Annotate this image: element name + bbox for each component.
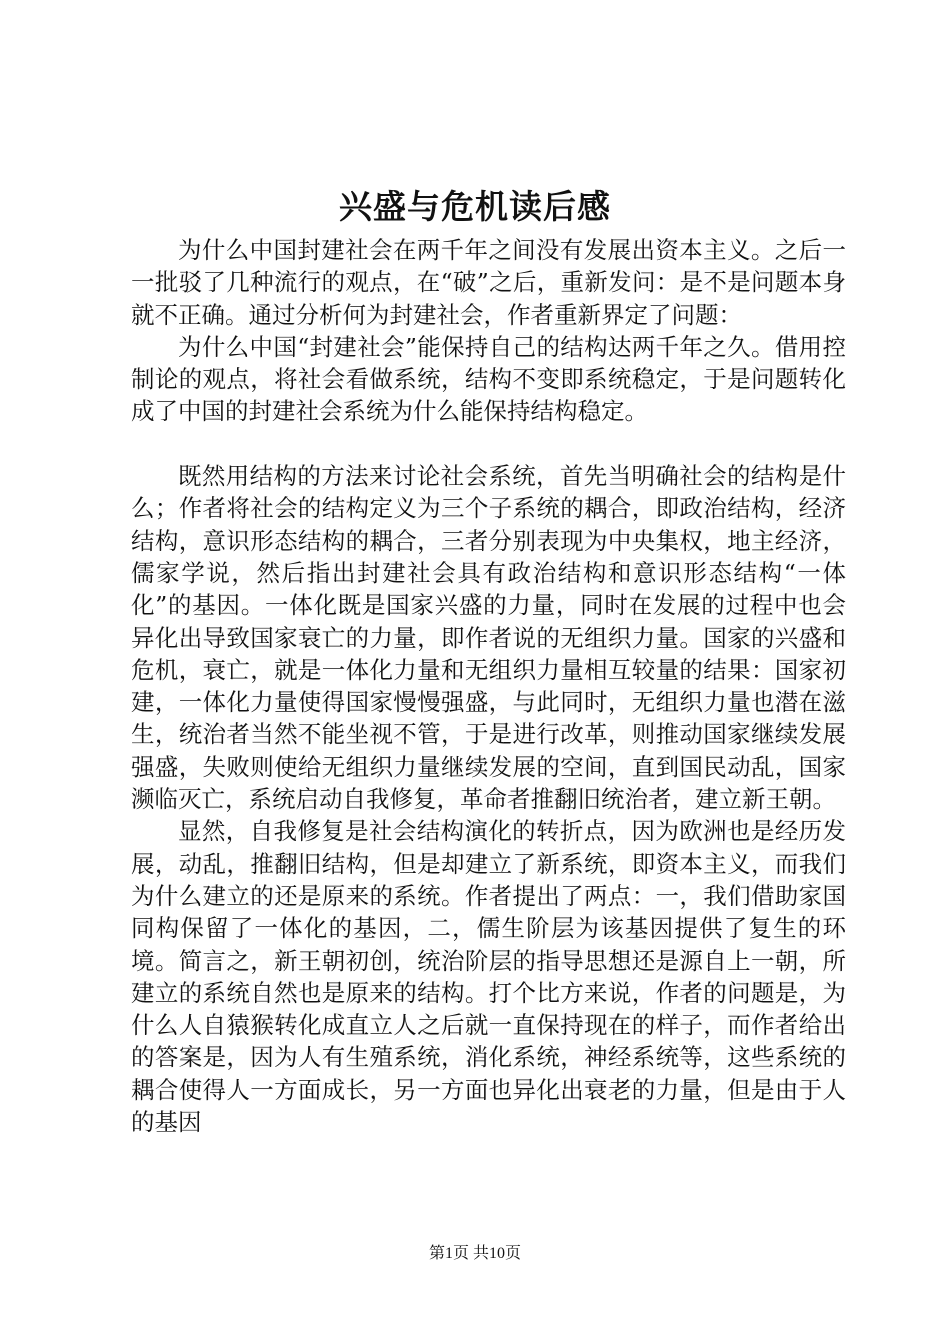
paragraph-2: 为什么中国“封建社会”能保持自己的结构达两千年之久。借用控制论的观点，将社会看做系统，结构不变即系统稳定，于是问题转化成了中国的封建社会系统为什么能保持结构稳定。 [131,332,846,426]
paragraph-1: 为什么中国封建社会在两千年之间没有发展出资本主义。之后一一批驳了几种流行的观点，在“破”之后，重新发问：是不是问题本身就不正确。通过分析何为封建社会，作者重新界定了问题： [131,236,846,329]
document-title: 兴盛与危机读后感 [339,187,611,226]
paragraph-3: 既然用结构的方法来讨论社会系统，首先当明确社会的结构是什么；作者将社会的结构定义为三个子系统的耦合，即政治结构，经济结构，意识形态结构的耦合，三者分别表现为中央集权，地主经济，儒家学说，然后指出封建社会具有政治结构和意识形态结构“一体化”的基因。一体化既是国家兴盛的力量，同时在发展的过程中也会异化出导致国家衰亡的力量，即作者说的无组织力量。国家的兴盛和危机，衰亡，就是一体化力量和无组织力量相互较量的结果：国家初建，一体化力量使得国家慢慢强盛，与此同时，无组织力量也潜在滋生，统治者当然不能坐视不管，于是进行改革，则推动国家继续发展强盛，失败则使给无组织力量继续发展的空间，直到国民动乱，国家濒临灭亡，系统启动自我修复，革命者推翻旧统治者，建立新王朝。 [131,462,846,814]
page-number-footer: 第1页 共10页 [428,1245,521,1262]
paragraph-spacer [131,428,846,460]
document-body [131,234,846,1138]
paragraph-4: 显然，自我修复是社会结构演化的转折点，因为欧洲也是经历发展，动乱，推翻旧结构，但是却建立了新系统，即资本主义，而我们为什么建立的还是原来的系统。作者提出了两点：一，我们借助家国同构保留了一体化的基因，二，儒生阶层为该基因提供了复生的环境。简言之，新王朝初创，统治阶层的指导思想还是源自上一朝，所建立的系统自然也是原来的结构。打个比方来说，作者的问题是，为什么人自猿猴转化成直立人之后就一直保持现在的样子，而作者给出的答案是，因为人有生殖系统，消化系统，神经系统等，这些系统的耦合使得人一方面成长，另一方面也异化出衰老的力量，但是由于人的基因 [131,817,846,1137]
